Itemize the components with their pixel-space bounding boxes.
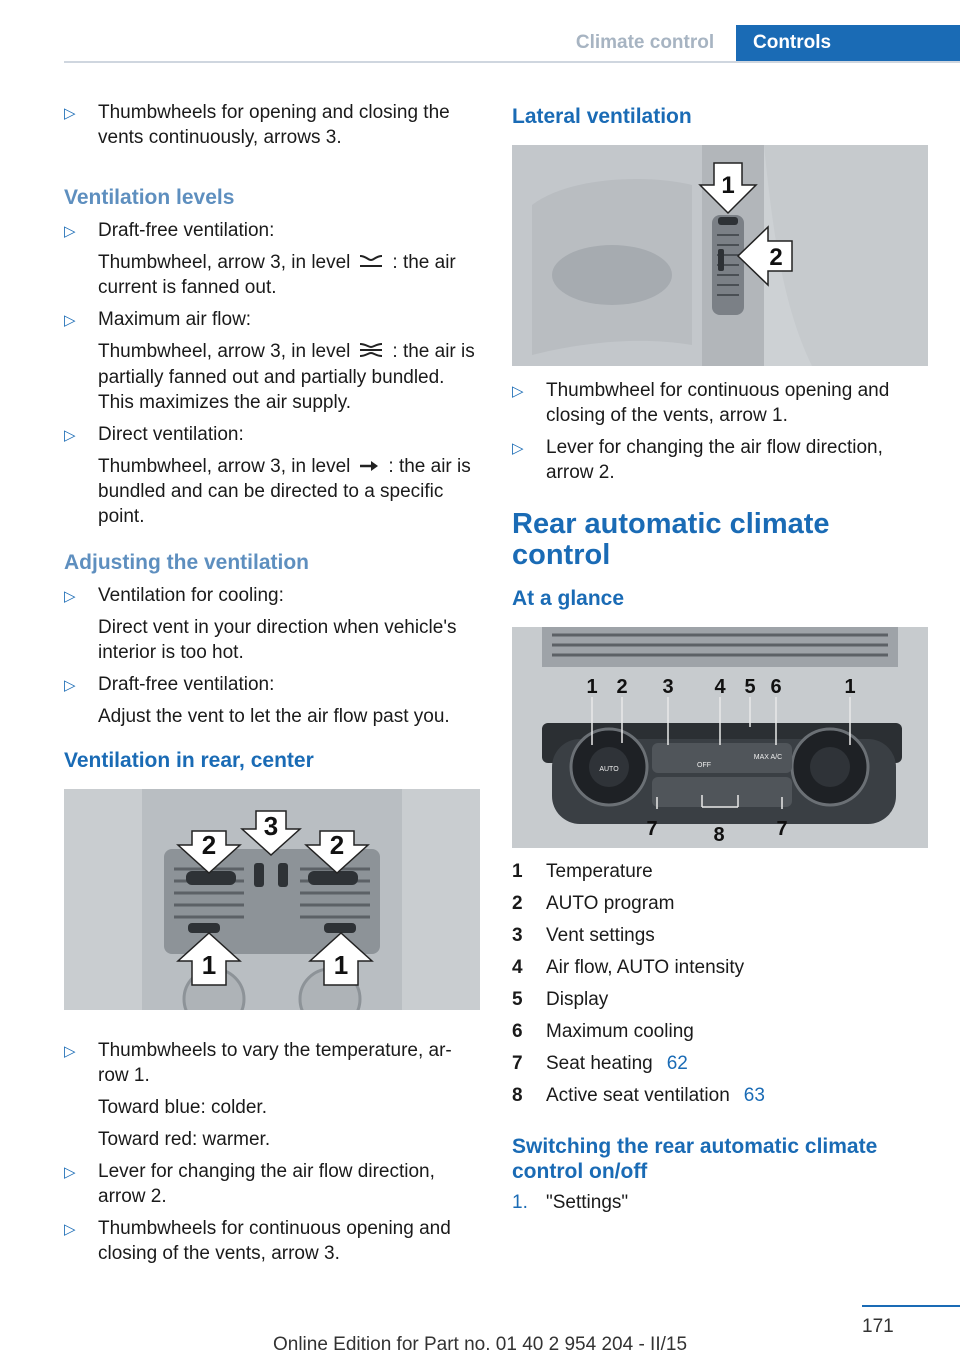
legend-number: 6 [512, 1021, 523, 1042]
legend-number: 8 [512, 1085, 523, 1106]
bullet-triangle-icon: ▷ [64, 588, 76, 606]
legend-number: 5 [512, 989, 523, 1010]
chapter-heading: Rear automatic climate control [512, 508, 830, 571]
page-reference-link[interactable]: 62 [666, 1053, 688, 1074]
step-text: "Settings" [546, 1192, 629, 1213]
section-heading: At a glance [512, 587, 625, 610]
figure-label: 1 [721, 172, 735, 199]
list-item-text: Adjust the vent to let the air flow past you. [98, 706, 450, 728]
legend-item [512, 1080, 930, 1112]
list-item-text: Thumbwheel, arrow 3, in level [98, 341, 351, 363]
legend-label: Temperature [546, 861, 653, 882]
figure-label: 2 [329, 830, 345, 861]
bullet-triangle-icon: ▷ [64, 1164, 76, 1182]
list-item-text: Thumbwheels to vary the temperature, ar‐row 1. [98, 1040, 452, 1087]
legend-label: Seat heating [546, 1053, 653, 1074]
figure-label: 2 [769, 244, 783, 271]
legend-number: 3 [512, 925, 523, 946]
list-item [512, 378, 930, 428]
header-chapter-tab: Controls [736, 25, 960, 61]
page-number: 171 [862, 1316, 894, 1337]
page-reference-link[interactable]: 63 [743, 1085, 765, 1106]
list-item-title: Ventilation for cooling: [98, 585, 284, 607]
legend-item [512, 856, 930, 888]
legend-item [512, 952, 930, 984]
figure-label: 8 [713, 824, 725, 846]
list-item [64, 422, 482, 529]
header-section-label: Climate control [575, 32, 715, 53]
legend-label: AUTO program [546, 893, 675, 914]
figure-label: 4 [714, 676, 726, 698]
bullet-triangle-icon: ▷ [64, 1043, 76, 1061]
bullet-triangle-icon: ▷ [512, 440, 524, 457]
step-number: 1. [512, 1192, 528, 1213]
list-item-text: : the air is partially fanned out and partially bundled. This maximizes the air supply. [98, 341, 475, 413]
legend-item [512, 1048, 930, 1080]
right-column [512, 100, 930, 1215]
bullet-triangle-icon: ▷ [64, 223, 76, 240]
lateral-vent-figure [512, 145, 928, 366]
section-heading: Ventilation levels [64, 186, 235, 209]
legend-number: 1 [512, 861, 523, 882]
legend-item [512, 1016, 930, 1048]
figure-label: 2 [616, 676, 628, 698]
list-item-title: Draft-free ventilation: [98, 674, 275, 696]
figure-label: 2 [201, 830, 217, 861]
direct-arrow-icon [358, 454, 380, 479]
section-heading: Switching the rear automatic climate control on/off [512, 1135, 878, 1183]
figure-label: 3 [662, 676, 674, 698]
list-item-text: Thumbwheel for continuous opening and closing of the vents, arrow 1. [546, 380, 890, 426]
legend-number: 2 [512, 893, 523, 914]
legend-label: Air flow, AUTO intensity [546, 957, 745, 978]
bullet-triangle-icon: ▷ [64, 105, 76, 122]
figure-label: 1 [333, 950, 349, 981]
list-item [64, 583, 482, 665]
section-heading: Adjusting the ventilation [64, 551, 309, 575]
rear-center-vents-figure [64, 789, 480, 1010]
list-item [64, 672, 482, 729]
list-item-title: Direct ventilation: [98, 423, 244, 445]
list-item-text: Thumbwheels for continuous opening and closing of the vents, arrow 3. [98, 1218, 451, 1265]
numbered-step [512, 1190, 930, 1215]
legend-item [512, 888, 930, 920]
figure-label: 6 [770, 676, 782, 698]
legend-number: 4 [512, 957, 523, 978]
bullet-triangle-icon: ▷ [64, 426, 76, 444]
list-item-text: Toward red: warmer. [98, 1129, 271, 1151]
list-item-title: Maximum air flow: [98, 309, 252, 331]
footer-rule [862, 1305, 960, 1307]
legend-label: Maximum cooling [546, 1021, 694, 1042]
list-item-text: Thumbwheels for opening and closing the vents continuously, arrows 3. [98, 102, 450, 148]
bullet-triangle-icon: ▷ [512, 383, 524, 400]
figure-label: 1 [201, 950, 217, 981]
bullet-triangle-icon: ▷ [64, 312, 76, 330]
edition-footer: Online Edition for Part no. 01 40 2 954 204 - II/15 [272, 1334, 688, 1355]
section-heading: Lateral ventilation [512, 105, 692, 128]
list-item-text: Thumbwheel, arrow 3, in level [98, 455, 351, 477]
list-item [64, 1038, 482, 1152]
figure-label: 1 [844, 676, 856, 698]
list-item-title: Draft-free ventilation: [98, 220, 275, 241]
legend-label: Active seat ventilation [546, 1085, 730, 1106]
legend-number: 7 [512, 1053, 523, 1074]
bullet-triangle-icon: ▷ [64, 677, 76, 695]
list-item-text: Lever for changing the air flow direction, arrow 2. [546, 437, 883, 483]
left-column [64, 100, 482, 1266]
figure-label: 5 [744, 676, 756, 698]
fanned-out-icon [358, 250, 384, 275]
list-item [64, 218, 482, 300]
header-rule [64, 61, 960, 63]
list-item [512, 435, 930, 485]
figure-label: 3 [263, 811, 279, 842]
list-item-text: Toward blue: colder. [98, 1097, 267, 1119]
list-item-text: : the air current is fanned out. [98, 252, 456, 299]
list-item-text: Thumbwheel, arrow 3, in level [98, 252, 351, 273]
list-item [64, 100, 482, 150]
figure-label: 7 [646, 818, 658, 840]
figure-label: 1 [586, 676, 598, 698]
section-heading: Ventilation in rear, center [64, 749, 314, 773]
panel-text-off: OFF [697, 762, 711, 769]
legend-label: Display [546, 989, 609, 1010]
rear-climate-panel-figure [512, 627, 928, 848]
legend-item [512, 920, 930, 952]
figure-label: 7 [776, 818, 788, 840]
legend-list [512, 856, 930, 1112]
list-item-text: : the air is bundled and can be directed to a specific point. [98, 455, 471, 528]
legend-item [512, 984, 930, 1016]
list-item [64, 1216, 482, 1266]
partially-bundled-icon [358, 340, 384, 365]
list-item-text: Lever for changing the air flow direction, arrow 2. [98, 1161, 435, 1208]
list-item [64, 307, 482, 414]
list-item [64, 1159, 482, 1209]
legend-label: Vent settings [546, 925, 655, 946]
panel-text-auto: AUTO [599, 766, 619, 773]
list-item-text: Direct vent in your direction when vehicle's interior is too hot. [98, 617, 457, 664]
bullet-triangle-icon: ▷ [64, 1221, 76, 1239]
panel-text-max: MAX A/C [753, 754, 783, 761]
